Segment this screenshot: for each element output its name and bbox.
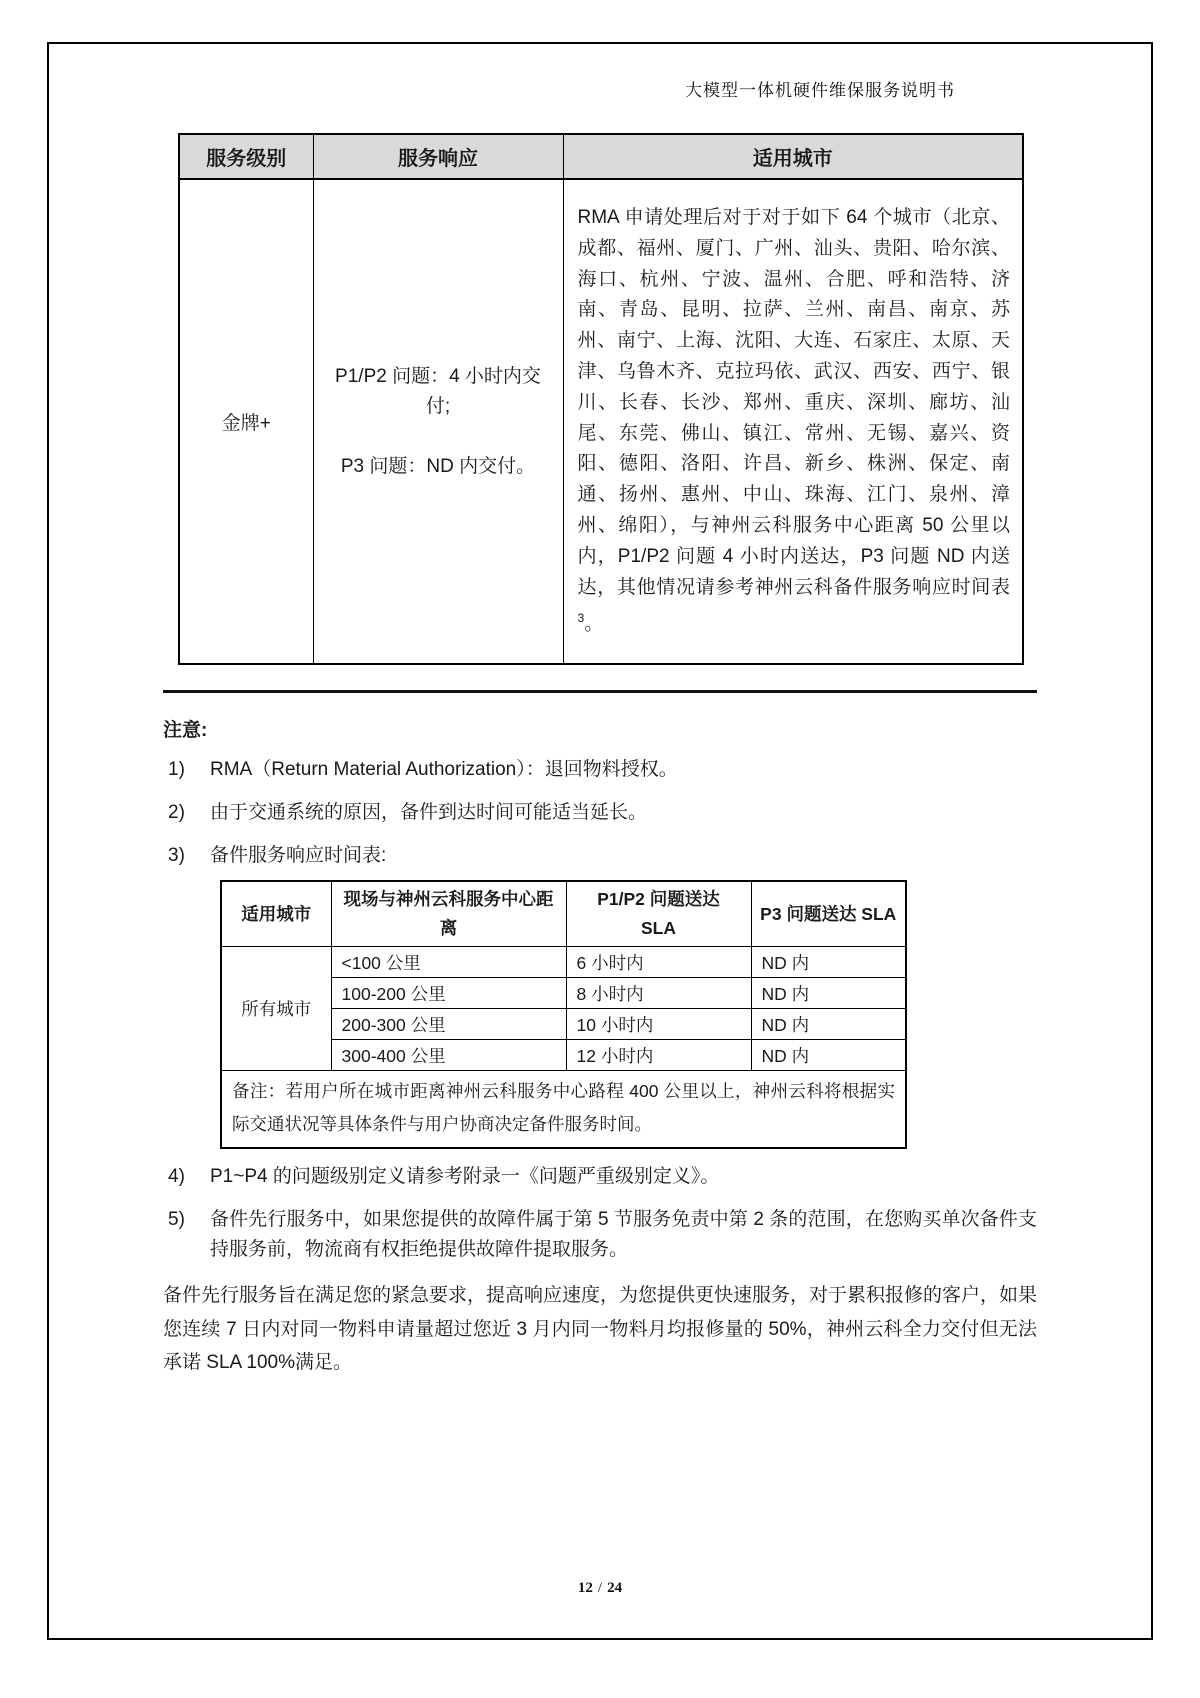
sla-distance: 100-200 公里 [331, 978, 566, 1009]
sla-table-header-row [221, 881, 906, 947]
note-item-1 [163, 755, 1037, 785]
page-number-total: 24 [607, 1580, 623, 1596]
service-level-value: 金牌+ [179, 179, 313, 664]
sla-header-city: 适用城市 [221, 881, 331, 947]
note-number: 1) [168, 759, 185, 781]
page-footer [0, 1580, 1200, 1597]
applicable-cities-cell [563, 179, 1023, 664]
page-content [163, 133, 1037, 1380]
service-table-header-cities: 适用城市 [563, 134, 1023, 179]
service-level-table [178, 133, 1024, 665]
sla-city-scope: 所有城市 [221, 947, 331, 1071]
response-p3: P3 问题：ND 内交付。 [340, 455, 536, 477]
page-number-separator: / [597, 1580, 603, 1596]
sla-p1p2-value: 8 小时内 [566, 978, 751, 1009]
note-number: 3) [168, 845, 185, 867]
document-header-title: 大模型一体机硬件维保服务说明书 [685, 81, 955, 100]
sla-p3-value: ND 内 [751, 947, 906, 978]
note-number: 4) [168, 1166, 185, 1188]
cities-text-end: 。 [584, 613, 604, 635]
note-text: P1~P4 的问题级别定义请参考附录一《问题严重级别定义》。 [210, 1166, 720, 1188]
service-table-header-level: 服务级别 [179, 134, 313, 179]
sla-header-p3: P3 问题送达 SLA [751, 881, 906, 947]
note-text: 备件服务响应时间表: [210, 845, 387, 867]
cities-text: RMA 申请处理后对于对于如下 64 个城市（北京、成都、福州、厦门、广州、汕头、贵阳、哈尔滨、海口、杭州、宁波、温州、合肥、呼和浩特、济南、青岛、昆明、拉萨、兰州、南昌、南京、苏州、南宁、上海、沈阳、大连、石家庄、太原、天津、乌鲁木齐、克拉玛依、武汉、西安、西宁、银川、长春、长沙、郑州、重庆、深圳、廊坊、汕尾、东莞、佛山、镇江、常州、无锡、嘉兴、资阳、德阳、洛阳、许昌、新乡、株洲、保定、南通、扬州、惠州、中山、珠海、江门、泉州、漳州、绵阳），与神州云科服务中心距离 50 公里以内，P1/P2 问题 4 小时内送达，P3 问题 ND 内送达，其他情况请参考神州云科备件服务响应时间表 [577, 207, 1010, 598]
sla-p3-value: ND 内 [751, 1009, 906, 1040]
note-text: 备件先行服务中，如果您提供的故障件属于第 5 节服务免责中第 2 条的范围，在您购买单次备件支持服务前，物流商有权拒绝提供故障件提取服务。 [210, 1209, 1037, 1261]
note-item-3 [163, 841, 1037, 871]
sla-p3-value: ND 内 [751, 978, 906, 1009]
closing-paragraph: 备件先行服务旨在满足您的紧急要求，提高响应速度，为您提供更快速服务，对于累积报修的客户，如果您连续 7 日内对同一物料申请量超过您近 3 月内同一物料月均报修量的 50%，神州云科全力交付但无法承诺 SLA 100%满足。 [163, 1285, 1038, 1374]
sla-p1p2-value: 12 小时内 [566, 1040, 751, 1071]
sla-distance: <100 公里 [331, 947, 566, 978]
service-table-header-response: 服务响应 [313, 134, 563, 179]
spare-parts-sla-table [220, 880, 907, 1149]
response-p1p2: P1/P2 问题：4 小时内交付; [335, 365, 541, 417]
sla-p1p2-value: 6 小时内 [566, 947, 751, 978]
section-divider-rule [163, 690, 1037, 693]
sla-header-p1p2: P1/P2 问题送达 SLA [566, 881, 751, 947]
cities-footnote-ref: 3 [577, 611, 585, 626]
note-text: RMA（Return Material Authorization）：退回物料授权。 [210, 759, 678, 781]
notes-title: 注意: [163, 720, 208, 742]
note-item-2 [163, 798, 1037, 828]
sla-distance: 300-400 公里 [331, 1040, 566, 1071]
service-response-cell [313, 179, 563, 664]
sla-p3-value: ND 内 [751, 1040, 906, 1071]
sla-header-distance: 现场与神州云科服务中心距离 [331, 881, 566, 947]
sla-remark: 备注：若用户所在城市距离神州云科服务中心路程 400 公里以上，神州云科将根据实际交通状况等具体条件与用户协商决定备件服务时间。 [221, 1071, 906, 1149]
note-item-5 [163, 1205, 1037, 1265]
note-item-4 [163, 1162, 1037, 1192]
note-number: 5) [168, 1209, 185, 1231]
page-number-current: 12 [577, 1580, 593, 1596]
sla-table-row [221, 947, 906, 978]
sla-distance: 200-300 公里 [331, 1009, 566, 1040]
sla-p1p2-value: 10 小时内 [566, 1009, 751, 1040]
sla-table-remark-row [221, 1071, 906, 1149]
service-table-row [179, 179, 1023, 664]
note-text: 由于交通系统的原因，备件到达时间可能适当延长。 [210, 802, 648, 824]
note-number: 2) [168, 802, 185, 824]
service-table-header-row [179, 134, 1023, 179]
